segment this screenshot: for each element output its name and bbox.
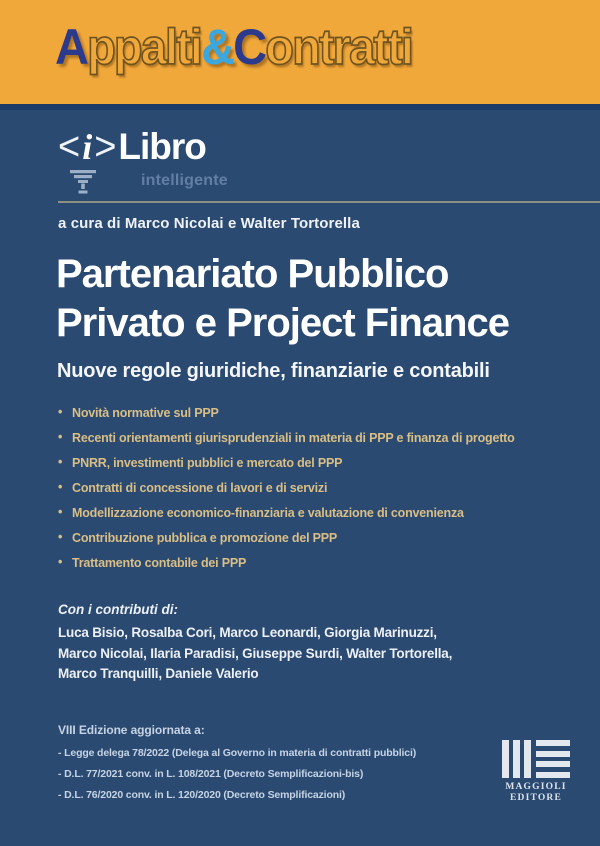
topic-item: • Novità normative sul PPP (58, 406, 588, 420)
topic-item: • Contribuzione pubblica e promozione del PPP (58, 531, 588, 545)
ilibro-letter-i: i (82, 127, 93, 167)
series-logo-ampersand: & (201, 19, 234, 75)
lamp-icon (68, 170, 98, 196)
series-logo-letter-a: A (55, 19, 88, 75)
ilibro-logo (58, 126, 278, 201)
publisher-name (498, 782, 574, 804)
ilibro-word-libro: Libro (118, 126, 206, 167)
editors-line: a cura di Marco Nicolai e Walter Tortorella (58, 215, 360, 232)
edition-item: - Legge delega 78/2022 (Delega al Governo in materia di contratti pubblici) (58, 747, 417, 759)
ilibro-wordmark (58, 126, 278, 169)
book-subtitle: Nuove regole giuridiche, finanziarie e contabili (57, 360, 490, 382)
maggioli-mark-icon (498, 740, 574, 778)
topic-item: • PNRR, investimenti pubblici e mercato del PPP (58, 456, 588, 470)
series-logo-ontratti: ontratti (265, 19, 413, 75)
angle-bracket-open-icon: < (58, 124, 81, 170)
edition-item: - D.L. 76/2020 conv. in L. 120/2020 (Decreto Semplificazioni) (58, 789, 346, 801)
contributors-line: Luca Bisio, Rosalba Cori, Marco Leonardi, Giorgia Marinuzzi, (58, 625, 437, 640)
edition-block (58, 723, 416, 806)
book-title (56, 250, 596, 348)
topic-item: • Recenti orientamenti giurisprudenziali in materia di PPP e finanza di progetto (58, 431, 588, 445)
ilibro-tagline: intelligente (141, 172, 228, 189)
topic-item: • Contratti di concessione di lavori e di servizi (58, 481, 588, 495)
contributors-block (58, 602, 452, 685)
publisher-logo (498, 740, 574, 804)
edition-item: - D.L. 77/2021 conv. in L. 108/2021 (Decreto Semplificazioni-bis) (58, 768, 364, 780)
publisher-name-line1: MAGGIOLI (505, 782, 567, 792)
contributors-line: Marco Tranquilli, Daniele Valerio (58, 666, 259, 681)
edition-header: VIII Edizione aggiornata a: (58, 723, 205, 737)
book-title-line1: Partenariato Pubblico (56, 252, 449, 296)
topic-item: • Modellizzazione economico-finanziaria e valutazione di convenienza (58, 506, 588, 520)
angle-bracket-close-icon: > (94, 124, 117, 170)
contributors-label: Con i contributi di: (58, 602, 178, 617)
contributors-line: Marco Nicolai, Ilaria Paradisi, Giuseppe Surdi, Walter Tortorella, (58, 645, 453, 661)
series-logo-letter-c: C (233, 19, 266, 75)
series-logo (55, 18, 412, 76)
topics-list (58, 406, 588, 581)
series-logo-ppalti: ppalti (87, 19, 202, 75)
publisher-name-line2: EDITORE (509, 793, 563, 803)
series-band (0, 0, 600, 105)
book-title-line2: Privato e Project Finance (56, 301, 509, 345)
topic-item: • Trattamento contabile dei PPP (58, 556, 588, 570)
separator-line (58, 201, 600, 203)
cover-body (0, 110, 600, 846)
